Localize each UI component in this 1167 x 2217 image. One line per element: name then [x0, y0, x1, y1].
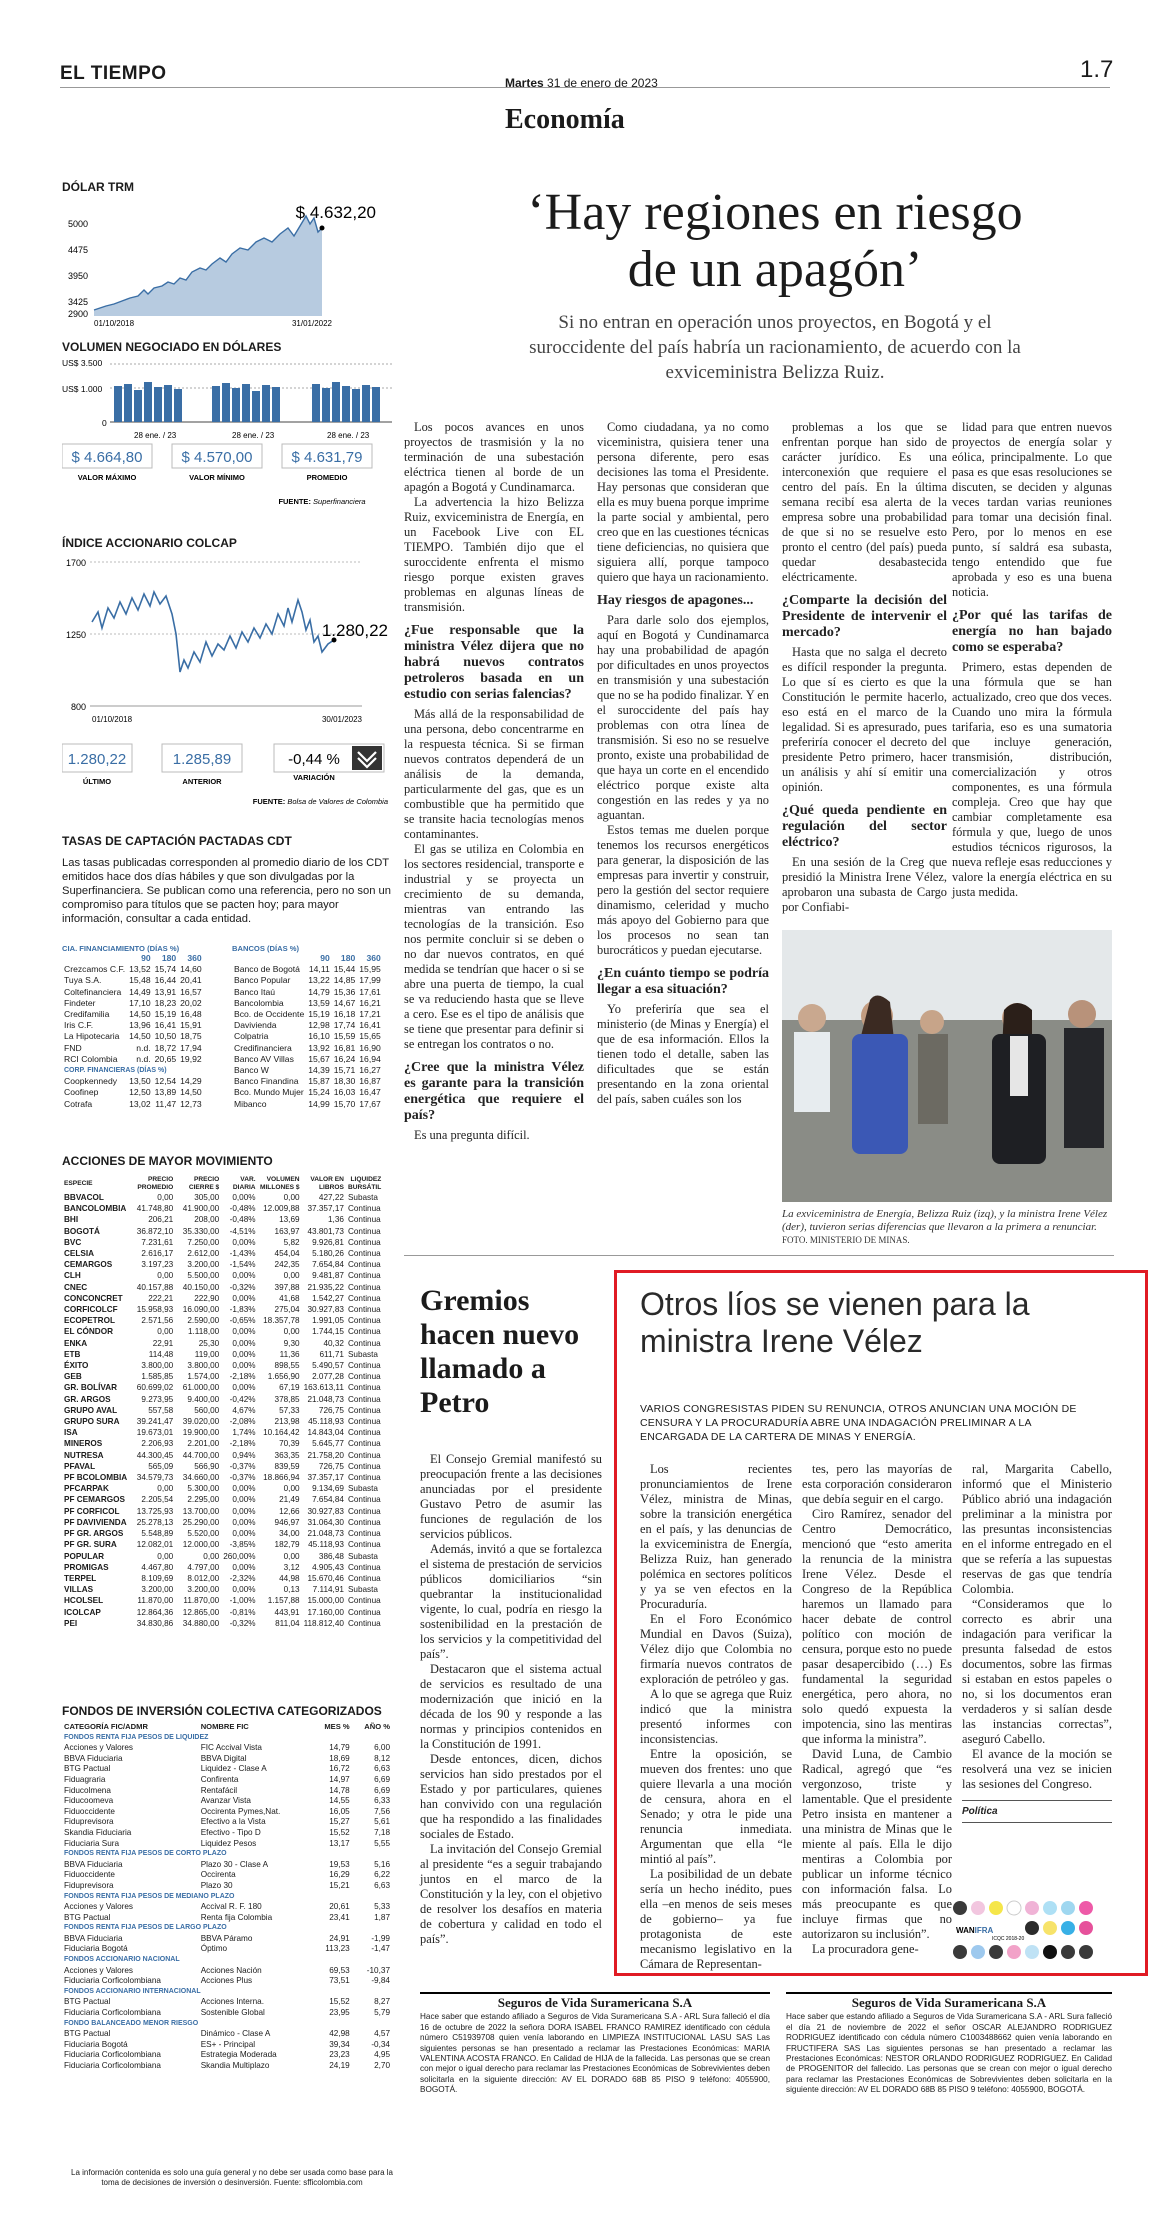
cdt-left-header: CIA. FINANCIAMIENTO (DÍAS %): [62, 944, 180, 953]
fondos-row: Acciones y Valores FIC Accival Vista 14,79 6,00: [64, 1743, 390, 1753]
cdt-right-rows: 90 180 360 Banco de Bogotá 14,11 15,44 15,95 Banco Popular 13,22 14,85 17,99 Banco Itaú 14,79 15,36 17,61 Bancolombia 13,59 14,67 16,21 Bco. de Occidente 15,19 16,18 17,21 Davivienda 12,98 17,74 16,41 Colpatria 16,10 15,59 15,65 Credifinanciera 13,92 16,81 16,90 Banco AV Villas 15,67 16,24 16,94 Banco W 14,39 15,71 16,27 Banco Finandina 15,87 18,30 16,87 Bco. Mundo Mujer 15,24 16,03 16,47 Mibanco 14,99 15,70 17,67: [234, 953, 381, 1109]
colcap-block: [62, 536, 237, 550]
colcap-date-end: 30/01/2023: [321, 715, 362, 724]
cdt-row: Colpatria 16,10 15,59 15,65: [234, 1031, 381, 1042]
acciones-row: TERPEL 8.109,69 8.012,00 -2,32% 44,98 15.670,46 Continua: [64, 1573, 381, 1583]
gremios-body: El Consejo Gremial manifestó su preocupación frente a las decisiones anunciadas por el presidente Gustavo Petro de asumir las funciones de regulación de los servicios públicos. Además, invitó a que se fortalezca el sistema de prestación de servicios públicos domiciliarios “sin quebrantar la institucionalidad vigente, lo cual, podría en riesgo la sostenibilidad en la prestación de los servicios y la competitividad del país”. Destacaron que el sistema actual de servicios es resultado de una modernización que inició en la década de los 90 y responde a las normas y principios contenidos en la Constitución de 1991. Desde entonces, dicen, dichos servicios han sido prestados por el Estado y por particulares, quienes han convivido con una regulación que ha respondido a las finalidades sociales de Estado. La invitación del Consejo Gremial al presidente “es a seguir trabajando juntos en el marco de la Constitución y la ley, con el objetivo de resolver los desafíos en materia de cobertura y calidad en todo el país”.: [420, 1452, 602, 1946]
colcap-source: FUENTE: Bolsa de Valores de Colombia: [252, 797, 388, 806]
fondos-row: BBVA Fiduciaria Plazo 30 - Clase A 19,53 5,16: [64, 1859, 390, 1869]
acciones-row: BBVACOL 0,00 305,00 0,00% 0,00 427,22 Subasta: [64, 1193, 378, 1202]
article-question: ¿Cree que la ministra Vélez es garante para la transición energética que requiere el país?: [404, 1060, 584, 1123]
fondos-row: Skandia Fiduciaria Efectivo - Tipo D 15,52 7,18: [64, 1827, 390, 1837]
acciones-row: PFCARPAK 0,00 5.300,00 0,00% 0,00 9.134,69 Subasta: [64, 1484, 378, 1494]
fondos-row: Fiduagraria Confirenta 14,97 6,69: [64, 1774, 390, 1784]
photo-caption: La exviceministra de Energía, Belizza Ruiz (izq), y la ministra Irene Vélez (der), tuvieron serias diferencias que llevaron a la primera a renunciar. FOTO. MINISTERIO DE MINAS.: [782, 1208, 1108, 1245]
vol-prom-label: PROMEDIO: [306, 473, 348, 482]
cdt-left-rows: 90 180 360 Crezcamos C.F. 13,52 15,74 14,60 Tuya S.A. 15,48 16,44 20,41 Coltefinanciera 14,49 13,91 16,57 Findeter 17,10 18,23 20,02 Credifamilia 14,50 15,19 16,48 Iris C.F. 13,96 16,41 15,91 La Hipotecaria 14,50 10,50 18,75 FND n.d. 18,72 17,94 RCI Colombia n.d. 20,65 19,92 CORP. FINANCIERAS (DÍAS %) Coopkennedy 13,50 12,54 14,29 Coofinep 12,50 13,89 14,50 Cotrafa 13,02 11,47 12,73: [64, 953, 202, 1109]
notice-body: Hace saber que estando afiliado a Seguros de Vida Suramericana S.A - ARL Sura falleció el día 21 de noviembre de 2022 el señor OSCAR ALEJANDRO RODRIGUEZ RODRIGUEZ identificado con cédula número C1003488662 quien venía laborando en FRUCTIFERA SAS Las siguientes personas se han presentado a reclamar las Prestaciones Económicas: NESTOR ORLANDO RODRIGUEZ RODRIGUEZ. En Calidad de PROGENITOR del fallecido. Las personas que se crean con mejor o igual derecho para reclamar las Prestaciones Económicas de Sobrevivientes deben solicitarla en la siguiente dirección: AV EL DORADO 68B 85 PISO 9 teléfono: 4055900, BOGOTÁ.: [786, 2012, 1112, 2095]
fondos-row: Fiduprevisora Efectivo a la Vista 15,27 5,61: [64, 1817, 390, 1827]
vol-prom: $ 4.631,79: [291, 449, 363, 466]
date-day: Martes: [505, 76, 544, 90]
trm-ytick: 4475: [67, 245, 88, 255]
acciones-row: GR. ARGOS 9.273,95 9.400,00 -0,42% 378,85 21.048,73 Continua: [64, 1394, 381, 1404]
article-col-2: Como ciudadana, ya no como viceministra, quisiera tener una persona diferente, pero esas decisiones las toma el Presidente. Hay personas que consideran que ella es muy buena porque imprime la parte social y ambiental, pero creo que en las cuestiones técnicas tiene deficiencias, no quisiera que siguiera allí, porque tampoco quiero que haya un racionamiento. Hay riesgos de apagones... Para darle solo dos ejemplos, aquí en Bogotá y Cundinamarca hay una probabilidad de apagón por dificultades en unos proyectos en transmisión y una subestación que no se ha podido finalizar. Y en el suroccidente del país hay problemas con otra línea de transmisión. Si eso no se resuelve pronto, existe una probabilidad de que haya un corte en el encendido eléctrico porque existe alta congestión en las redes y ya no aguantan. Estos temas me duelen porque tenemos los recursos energéticos para generar, la disposición de las empresas para invertir y construir, pero la gestión del sector requiere dinamismo, celeridad y mucho más apoyo del Gobierno para que los procesos no sean tan burocráticos y puedan ejecutarse. ¿En cuánto tiempo se podría llegar a esa situación? Yo preferiría que sea el ministerio (de Minas y Energía) el que de esa información. Ellos la tienen todo el detalle, saben las dificultades que se están presentando en la zona oriental del país, saben cuáles son los: [597, 420, 769, 1106]
cdt-left-table: [62, 944, 230, 1110]
trm-ytick: 2900: [67, 309, 88, 319]
cdt-row: Bco. de Occidente 15,19 16,18 17,21: [234, 1009, 381, 1020]
fondos-row: Fiduoccidente Occirenta 16,29 6,22: [64, 1870, 390, 1880]
acciones-row: CONCONCRET 222,21 222,90 0,00% 41,68 1.542,27 Continua: [64, 1293, 381, 1303]
article-question: Hay riesgos de apagones...: [597, 593, 754, 608]
acciones-block: [62, 1154, 273, 1168]
fondos-header-row: CATEGORÍA FIC/ADMR NOMBRE FIC MES % AÑO %: [64, 1722, 390, 1731]
legal-notice-1: [420, 1992, 770, 2096]
otros-dek: VARIOS CONGRESISTAS PIDEN SU RENUNCIA, OTROS ANUNCIAN UNA MOCIÓN DE CENSURA Y LA PROCURADURÍA ABRE UNA INDAGACIÓN PRELIMINAR A LA ENCARGADA DE LA CARTERA DE MINAS Y ENERGÍA.: [640, 1403, 1077, 1443]
vol-source: FUENTE: Superfinanciera: [278, 497, 366, 506]
fondos-row: BBVA Fiduciaria BBVA Digital 18,69 8,12: [64, 1753, 390, 1763]
fondos-row: BTG Pactual Renta fija Colombia 23,41 1,87: [64, 1912, 390, 1922]
notice-body: Hace saber que estando afiliado a Seguros de Vida Suramericana S.A - ARL Sura falleció el día 16 de octubre de 2022 la señora DORA ISABEL FRANCO RAMIREZ identificado con cédula número C51939708 quien venía laborando en LIMPIEZA INSTITUCIONAL LASU SAS Las siguientes personas se han presentado a reclamar las Prestaciones Económicas: MARIA VALENTINA ACOSTA FRANCO. En Calidad de HIJA de la fallecida. Las personas que se crean con mejor o igual derecho para reclamar las Prestaciones Económicas de Sobrevivientes deben solicitarla en la siguiente dirección: AV EL DORADO 68B 85 PISO 9 teléfono: 4055900, BOGOTÁ.: [420, 2012, 770, 2095]
acciones-row: BANCOLOMBIA 41.748,80 41.900,00 -0,48% 12.009,88 37.357,17 Continua: [64, 1204, 381, 1214]
photo-illustration: [782, 930, 1112, 1202]
acciones-row: ECOPETROL 2.571,56 2.590,00 -0,65% 18.357,78 1.991,05 Continua: [64, 1316, 381, 1326]
masthead-brand[interactable]: EL TIEMPO: [60, 63, 167, 84]
trm-date-start: 01/10/2018: [94, 319, 135, 328]
trm-ytick: 5000: [67, 219, 88, 229]
cdt-row: Bco. Mundo Mujer 15,24 16,03 16,47: [234, 1087, 381, 1098]
cdt-right-header: BANCOS (DÍAS %): [232, 944, 300, 953]
acciones-row: ETB 114,48 119,00 0,00% 11,36 611,71 Subasta: [64, 1349, 378, 1359]
volumen-block: [62, 340, 281, 354]
cdt-row: Banco Popular 13,22 14,85 17,99: [234, 975, 381, 986]
vol-d3: 28 ene. / 23: [327, 431, 370, 440]
wan-ifra-logo: WANIFRA: [956, 1926, 994, 1935]
trm-chart: [62, 198, 392, 328]
acciones-row: PF DAVIVIENDA 25.278,13 25.290,00 0,00% 946,97 31.064,30 Continua: [64, 1517, 381, 1527]
cdt-row: Coltefinanciera 14,49 13,91 16,57: [64, 986, 202, 997]
cdt-row: Banco de Bogotá 14,11 15,44 15,95: [234, 964, 381, 975]
fondos-footer: La información contenida es solo una guía general y no debe ser usada como base para la toma de decisiones de inversión o desinversión. Fuente: sfficolombia.com: [71, 2168, 393, 2187]
article-question: ¿Comparte la decisión del Presidente de intervenir el mercado?: [782, 593, 947, 640]
acciones-row: GRUPO AVAL 557,58 560,00 4,67% 57,33 726,75 Continua: [64, 1405, 381, 1415]
acciones-row: CLH 0,00 5.500,00 0,00% 0,00 9.481,87 Continua: [64, 1271, 381, 1281]
article-question: ¿En cuánto tiempo se podría llegar a esa situación?: [597, 966, 769, 997]
otros-col-3: ral, Margarita Cabello, informó que el Ministerio Público abrió una indagación preliminar a la ministra por las presuntas inconsistencias en el informe entregado en el que se refería a las supuestas reservas de gas que tendría Colombia. “Consideramos que lo correcto es abrir una indagación para verificar la presunta falsedad de estos documentos, sobre las firmas si estaban en estos papeles o no, si los documentos eran verdaderos y si salían desde las instancias correctas”, aseguró Cabello. El avance de la moción se resolverá una vez se inicien las sesiones del Congreso. Política: [962, 1462, 1112, 1823]
cdt-row: Banco W 14,39 15,71 16,27: [234, 1065, 381, 1076]
cdt-row: Crezcamos C.F. 13,52 15,74 14,60: [64, 964, 202, 975]
colcap-var-label: VARIACIÓN: [293, 773, 335, 782]
acciones-table: [62, 1176, 402, 1629]
cdt-title: TASAS DE CAPTACIÓN PACTADAS CDT: [62, 834, 292, 848]
acciones-row: BOGOTÁ 36.872,10 35.330,00 -4,51% 163,97 43.801,73 Continua: [64, 1226, 381, 1236]
otros-byline: Política: [962, 1800, 1112, 1823]
fondos-row: FONDOS RENTA FIJA PESOS DE LIQUIDEZ: [64, 1733, 209, 1741]
cdt-row: Banco Finandina 15,87 18,30 16,87: [234, 1076, 381, 1087]
fondos-row: BTG Pactual Dinámico - Clase A 42,98 4,57: [64, 2029, 390, 2039]
fondos-table: [62, 1722, 402, 2072]
fondos-row: Fiduoccidente Occirenta Pymes,Nat. 16,05 7,56: [64, 1806, 390, 1816]
fondos-row: Fiduprevisora Plazo 30 15,21 6,63: [64, 1880, 390, 1890]
notice-title: Seguros de Vida Suramericana S.A: [851, 1995, 1047, 2010]
section-title: Economía: [505, 104, 625, 135]
vol-min-label: VALOR MÍNIMO: [189, 473, 245, 482]
fondos-row: Acciones y Valores Accival R. F. 180 20,61 5,33: [64, 1902, 390, 1912]
fondos-row: Fiduciaria Corficolombiana Estrategia Moderada 23,23 4,95: [64, 2050, 390, 2060]
acciones-row: GR. BOLÍVAR 60.699,02 61.000,00 0,00% 67,19 163.613,11 Continua: [64, 1383, 381, 1393]
cdt-row: FND n.d. 18,72 17,94: [64, 1042, 202, 1053]
fondos-row: Fiduciaria Corficolombiana Acciones Plus 73,51 -9,84: [64, 1976, 390, 1986]
cdt-row: Coofinep 12,50 13,89 14,50: [64, 1087, 202, 1098]
cdt-row: Mibanco 14,99 15,70 17,67: [234, 1098, 381, 1109]
acciones-row: ÉXITO 3.800,00 3.800,00 0,00% 898,55 5.490,57 Continua: [64, 1361, 381, 1371]
colcap-ytick: 1700: [65, 558, 86, 568]
issue-date: [505, 76, 658, 90]
acciones-row: PFAVAL 565,09 566,90 -0,37% 839,59 726,75 Continua: [64, 1461, 381, 1471]
fondos-row: BTG Pactual Liquidez - Clase A 16,72 6,63: [64, 1764, 390, 1774]
fondos-row: FONDOS RENTA FIJA PESOS DE LARGO PLAZO: [64, 1924, 227, 1932]
article-col-3: problemas a los que se enfrentan porque han sido de carácter jurídico. Es una interconexión que requiere el centro del país. En la última semana recibí esa alerta de la empresa sobre una probabilidad de que si no se resuelve esto pronto el centro (del país) pueda quedar desabastecida eléctricamente. ¿Comparte la decisión del Presidente de intervenir el mercado? Hasta que no salga el decreto es difícil responder la pregunta. Lo que sí es cierto es que la Constitución le permite hacerlo, eso está en el marco de la legalidad. Si es apresurado, pues preferiría conocer el decreto del presidente Petro primero, hacer un análisis y ahí sí emitir una opinión. ¿Qué queda pendiente en regulación del sector eléctrico? En una sesión de la Creg que presidió la Ministra Irene Vélez, aprobaron una subasta de Cargo por Confiabi-: [782, 420, 947, 914]
colcap-ultimo-label: ÚLTIMO: [82, 777, 112, 786]
article-dek: Si no entran en operación unos proyectos, en Bogotá y el suroccidente del país habría un racionamiento, de acuerdo con la exviceministra Belizza Ruiz.: [529, 312, 1021, 383]
cdt-row: Banco AV Villas 15,67 16,24 16,94: [234, 1053, 381, 1064]
trm-ytick: 3425: [67, 297, 88, 307]
cdt-row: RCI Colombia n.d. 20,65 19,92: [64, 1053, 202, 1064]
colcap-ultimo: 1.280,22: [67, 751, 127, 768]
colcap-date-start: 01/10/2018: [92, 715, 133, 724]
volumen-chart: [62, 356, 392, 516]
fondos-row: Fiduciaria Bogotá Óptimo 113,23 -1,47: [64, 1944, 390, 1954]
acciones-row: ICOLCAP 12.864,36 12.865,00 -0,81% 443,91 17.160,00 Continua: [64, 1607, 381, 1617]
fondos-row: Fiduciaria Sura Liquidez Pesos 13,17 5,55: [64, 1838, 390, 1848]
acciones-row: EL CÓNDOR 0,00 1.118,00 0,00% 0,00 1.744,15 Continua: [64, 1327, 381, 1337]
colcap-title: ÍNDICE ACCIONARIO COLCAP: [62, 536, 237, 550]
vol-y1: US$ 3.500: [62, 358, 103, 368]
acciones-row: PF GR. ARGOS 5.548,89 5.520,00 0,00% 34,00 21.048,73 Continua: [64, 1529, 381, 1539]
section-divider: [404, 1255, 1114, 1256]
vol-max-label: VALOR MÁXIMO: [77, 473, 137, 482]
acciones-row: NUTRESA 44.300,45 44.700,00 0,94% 363,35 21.758,20 Continua: [64, 1450, 381, 1460]
fondos-row: Fiducoomeva Avanzar Vista 14,55 6,33: [64, 1796, 390, 1806]
acciones-row: BHI 206,21 208,00 -0,48% 13,69 1,36 Continua: [64, 1215, 381, 1225]
fondos-block: [62, 1704, 382, 1718]
acciones-row: BVC 7.231,61 7.250,00 0,00% 5,82 9.926,81 Continua: [64, 1237, 381, 1247]
cdt-row: Banco Itaú 14,79 15,36 17,61: [234, 986, 381, 997]
acciones-row: GRUPO SURA 39.241,47 39.020,00 -2,08% 213,98 45.118,93 Continua: [64, 1417, 381, 1427]
vol-max: $ 4.664,80: [71, 449, 143, 466]
acciones-row: PF CEMARGOS 2.205,54 2.295,00 0,00% 21,49 7.654,84 Continua: [64, 1495, 381, 1505]
cdt-row: CORP. FINANCIERAS (DÍAS %): [64, 1067, 167, 1075]
vol-d1: 28 ene. / 23: [134, 431, 177, 440]
icqc-cert: ICQC 2018-20: [992, 1936, 1025, 1942]
volumen-title: VOLUMEN NEGOCIADO EN DÓLARES: [62, 340, 282, 354]
cdt-row: Credifamilia 14,50 15,19 16,48: [64, 1009, 202, 1020]
cdt-row: Credifinanciera 13,92 16,81 16,90: [234, 1042, 381, 1053]
fondos-rows: [62, 1722, 392, 2072]
fondos-row: BTG Pactual Acciones Interna. 15,52 8,27: [64, 1997, 390, 2007]
fondos-row: FONDOS ACCIONARIO NACIONAL: [64, 1956, 180, 1964]
cdt-row: Bancolombia 13,59 14,67 16,21: [234, 997, 381, 1008]
cdt-row: Cotrafa 13,02 11,47 12,73: [64, 1098, 202, 1109]
fondos-row: FONDO BALANCEADO MENOR RIESGO: [64, 2019, 199, 2027]
cdt-intro: Las tasas publicadas corresponden al promedio diario de los CDT emitidos hace dos días hábiles y que son divulgadas por la Superfinanciera. Se publican como una referencia, pero no son un compromiso para títulos que se pacten hoy; para mayor información, consultar a cada entidad.: [62, 857, 391, 925]
market-sidebar: [62, 180, 392, 194]
fondos-row: FONDOS RENTA FIJA PESOS DE CORTO PLAZO: [64, 1850, 227, 1858]
colcap-anterior-label: ANTERIOR: [182, 777, 222, 786]
colcap-value: 1.280,22: [321, 621, 388, 640]
legal-notice-2: [786, 1992, 1112, 2096]
gremios-headline: Gremios hacen nuevo llamado a Petro: [420, 1284, 580, 1419]
article-headline: ‘Hay regiones en riesgo de un apagón’: [527, 184, 1023, 298]
trm-date-end: 31/01/2022: [291, 319, 332, 328]
cdt-row: Findeter 17,10 18,23 20,02: [64, 997, 202, 1008]
fondos-row: Fiducolmena Rentafácil 14,78 6,69: [64, 1785, 390, 1795]
page-number: 1.7: [1080, 56, 1114, 83]
fondos-row: BBVA Fiduciaria BBVA Páramo 24,91 -1,99: [64, 1933, 390, 1943]
acciones-row: PROMIGAS 4.467,80 4.797,00 0,00% 3,12 4.905,43 Continua: [64, 1562, 381, 1572]
acciones-row: POPULAR 0,00 0,00 260,00% 0,00 386,48 Subasta: [64, 1551, 378, 1561]
acciones-row: PEI 34.830,86 34.880,00 -0,32% 811,04 118.812,40 Continua: [64, 1618, 381, 1628]
colcap-anterior: 1.285,89: [172, 751, 232, 768]
article-question: ¿Qué queda pendiente en regulación del sector eléctrico?: [782, 803, 947, 850]
trm-value: $ 4.632,20: [295, 203, 376, 222]
cdt-row: La Hipotecaria 14,50 10,50 18,75: [64, 1031, 202, 1042]
colcap-chart: [62, 552, 392, 812]
cdt-row: Tuya S.A. 15,48 16,44 20,41: [64, 975, 202, 986]
cdt-row: Davivienda 12,98 17,74 16,41: [234, 1020, 381, 1031]
acciones-row: CELSIA 2.616,17 2.612,00 -1,43% 454,04 5.180,26 Continua: [64, 1249, 381, 1259]
colcap-ytick: 800: [70, 702, 86, 712]
fondos-row: Fiduciaria Corficolombiana Sostenible Global 23,95 5,79: [64, 2008, 390, 2018]
colcap-ytick: 1250: [65, 630, 86, 640]
article-col-4: lidad para que entren nuevos proyectos de energía solar y eólica, principalmente. Lo que pasa es que esas resoluciones se discuten, se deciden y algunas veces tardan varias reuniones para tomar una decisión final. Pero, por lo menos en ese punto, sí saldrá esa subasta, tengo entendido que fue aprobada y eso es una buena noticia. ¿Por qué las tarifas de energía no han bajado como se esperaba? Primero, estas dependen de una fórmula que se han actualizado, creo que dos veces. Cuando uno mira la fórmula tarifaria, eso es una sumatoria que incluye generación, transmisión, distribución, comercialización y otros componentes, es una fórmula compleja. Creo que hay que cambiar completamente esa fórmula y que, luego de unos estudios técnicos rigurosos, la nueva refleje esas reducciones y valore la energía eléctrica en su justa medida.: [952, 420, 1112, 899]
volumen-columns: [114, 382, 380, 422]
acciones-row: PF CORFICOL 13.725,93 13.700,00 0,00% 12,66 30.927,83 Continua: [64, 1506, 381, 1516]
acciones-row: PF BCOLOMBIA 34.579,73 34.660,00 -0,37% 18.866,94 37.357,17 Continua: [64, 1473, 381, 1483]
trm-title: DÓLAR TRM: [62, 180, 134, 194]
fondos-row: Fiduciaria Corficolombiana Skandia Multiplazo 24,19 2,70: [64, 2061, 390, 2070]
otros-col-2: tes, pero las mayorías de esta corporación consideraron que debía seguir en el cargo. Ciro Ramírez, senador del Centro Democrático, mencionó que “esto amerita la renuncia de la ministra Irene Vélez. Desde el Congreso de la República haremos un llamado para hacer debate de control político con moción de censura, porque esto no puede pasar desapercibido (…) Es fundamental la seguridad energética, pero ahora, no solo quedó expuesta la impotencia, sino las mentiras que informa la ministra”. David Luna, de Cambio Radical, agregó que “es vergonzoso, triste y lamentable. Que el presidente Petro insista en mantener a una ministra de Minas que le miente al país. Ella le dijo mentiras a Colombia por publicar un informe técnico con información falsa. Lo más preocupante es que incluye firmas que no autorizaron su inclusión”. La procuradora gene-: [802, 1462, 952, 1956]
acciones-row: CORFICOLCF 15.958,93 16.090,00 -1,83% 275,04 30.927,83 Continua: [64, 1305, 381, 1315]
vol-min: $ 4.570,00: [181, 449, 253, 466]
fondos-row: FONDOS RENTA FIJA PESOS DE MEDIANO PLAZO: [64, 1892, 235, 1900]
article-photo: [782, 930, 1112, 1202]
colcap-variacion: -0,44 %: [288, 751, 340, 768]
cdt-row: Iris C.F. 13,96 16,41 15,91: [64, 1020, 202, 1031]
trm-ytick: 3950: [67, 271, 88, 281]
article-question: ¿Fue responsable que la ministra Vélez dijera que no habrá nuevos contratos petroleros basada en un estudio con serias falencias?: [404, 623, 584, 702]
article-col-1: Los pocos avances en unos proyectos de trasmisión y la no terminación de una subestación eléctrica tienen al borde de un apagón a Bogotá y Cundinamarca. La advertencia la hizo Belizza Ruiz, exviceministra de Energía, en un Facebook Live con EL TIEMPO. También dijo que el suroccidente enfrenta el mismo riesgo porque existen graves problemas en algunas líneas de transmisión. ¿Fue responsable que la ministra Vélez dijera que no habrá nuevos contratos petroleros basada en un estudio con serias falencias? Más allá de la responsabilidad de una persona, debo concentrarme en la respuesta técnica. Si se firman nuevos contratos dependerá de un análisis de la demanda, particularmente del gas, que es un combustible que ha permitido que se transite hacia tecnologías menos contaminantes. El gas se utiliza en Colombia en los sectores residencial, transporte e industrial y se proyecta un crecimiento de su demanda, mientras van entrando las tecnologías de la transición. Eso nos permite concluir si se deben o no dar nuevos contratos, en qué medida se tendrían que hacer o si se abre una puerta de tiempo, la cual se va reduciendo hasta que se lleve a cero. Ese es el tipo de análisis que se tiene que presentar para definir si se entregan los contratos o no. ¿Cree que la ministra Vélez es garante para la transición energética que requiere el país? Es una pregunta difícil.: [404, 420, 584, 1142]
acciones-row: ISA 19.673,01 19.900,00 1,74% 10.164,42 14.843,04 Continua: [64, 1428, 381, 1438]
color-calibration-swatches: [952, 1900, 1102, 1970]
article-question: ¿Por qué las tarifas de energía no han bajado como se esperaba?: [952, 608, 1112, 655]
cdt-block: [62, 834, 392, 926]
acciones-row: CEMARGOS 3.197,23 3.200,00 -1,54% 242,35 7.654,84 Continua: [64, 1260, 381, 1270]
otros-col-1: Los recientes pronunciamientos de Irene Vélez, ministra de Minas, sobre la transición energética en el país, y las denuncias de la exviceministra de Energía, Belizza Ruiz, han generado polémica en sectores políticos y ya se ven efectos en la Procuraduría. En el Foro Económico Mundial en Davos (Suiza), Vélez dijo que Colombia no firmaría nuevos contratos de exploración de petróleo y gas. A lo que se agrega que Ruiz indicó que la ministra presentó informes con inconsistencias. Entre la oposición, se mueven dos frentes: uno que quiere llevarla a una moción de censura, ahora en el Senado; y otra le pide una renuncia inmediata. Argumentan que ella “le mintió al país”. La posibilidad de un debate sería un hecho inédito, pues ella –en menos de seis meses de gobierno– ya fue protagonista de este mecanismo legislativo en la Cámara de Representan-: [640, 1462, 792, 1971]
acciones-row: MINEROS 2.206,93 2.201,00 -2,18% 70,39 5.645,77 Continua: [64, 1439, 381, 1449]
acciones-row: HCOLSEL 11.870,00 11.870,00 -1,00% 1.157,88 15.000,00 Continua: [64, 1596, 381, 1606]
acciones-row: GEB 1.585,85 1.574,00 -2,18% 1.656,90 2.077,28 Continua: [64, 1372, 381, 1382]
acciones-header-row: ESPECIE PRECIO PROMEDIO PRECIO CIERRE $ VAR. DIARIA VOLUMEN MILLONES $ VALOR EN LIBROS LIQUIDEZ BURSÁTIL: [64, 1176, 382, 1191]
notice-title: Seguros de Vida Suramericana S.A: [497, 1995, 693, 2010]
vol-y2: US$ 1.000: [62, 384, 103, 394]
acciones-row: VILLAS 3.200,00 3.200,00 0,00% 0,13 7.114,91 Subasta: [64, 1585, 378, 1595]
date-rest: 31 de enero de 2023: [543, 76, 658, 90]
acciones-title: ACCIONES DE MAYOR MOVIMIENTO: [62, 1154, 273, 1168]
cdt-row: Coopkennedy 13,50 12,54 14,29: [64, 1076, 202, 1087]
vol-y0: 0: [102, 418, 107, 428]
cdt-right-table: [232, 944, 402, 1110]
acciones-row: PF GR. SURA 12.082,01 12.000,00 -3,85% 182,79 45.118,93 Continua: [64, 1540, 381, 1550]
acciones-row: CNEC 40.157,88 40.150,00 -0,32% 397,88 21.935,22 Continua: [64, 1282, 381, 1292]
fondos-title: FONDOS DE INVERSIÓN COLECTIVA CATEGORIZADOS: [62, 1704, 382, 1718]
fondos-row: Acciones y Valores Acciones Nación 69,53 -10,37: [64, 1965, 390, 1975]
acciones-rows: [62, 1176, 383, 1629]
fondos-row: Fiduciaria Bogotá ES+ - Principal 39,34 -0,34: [64, 2039, 390, 2049]
vol-d2: 28 ene. / 23: [232, 431, 275, 440]
fondos-row: FONDOS ACCIONARIO INTERNACIONAL: [64, 1987, 201, 1995]
acciones-row: ENKA 22,91 25,30 0,00% 9,30 40,32 Continua: [64, 1338, 381, 1348]
otros-headline: Otros líos se vienen para la ministra Irene Vélez: [640, 1286, 1030, 1359]
